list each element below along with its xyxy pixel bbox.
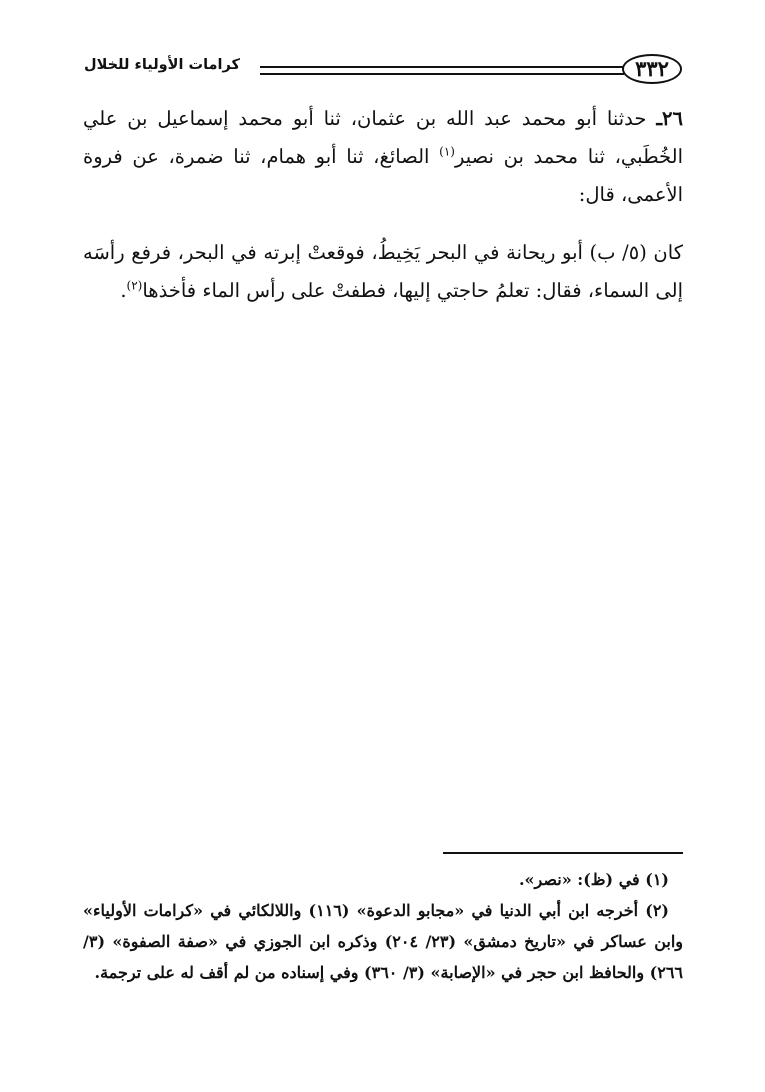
book-title: كرامات الأولياء للخلال	[84, 57, 240, 73]
footnotes	[83, 864, 683, 988]
footnote-2: (٢) أخرجه ابن أبي الدنيا في «مجابو الدعوة» (١١٦) واللالكائي في «كرامات الأولياء» وابن عساكر في «تاريخ دمشق» (٢٣/ ٢٠٤) وذكره ابن الجوزي في «صفة الصفوة» (٣/ ٢٦٦) والحافظ ابن حجر في «الإصابة» (٣/ ٣٦٠) وفي إسناده من لم أقف له على ترجمة.	[83, 901, 683, 982]
footnote-marker-1: (١)	[439, 144, 455, 159]
hadith-paragraph-isnad	[83, 100, 683, 214]
footnote-separator	[443, 852, 683, 854]
isnad-text-part2: الصائغ، ثنا أبو همام، ثنا ضمرة، عن فروة الأعمى، قال:	[83, 145, 683, 206]
hadith-paragraph-matn	[83, 234, 683, 310]
footnote-marker-2: (٢)	[126, 278, 143, 293]
hadith-number: ٢٦ـ	[656, 107, 683, 130]
running-header	[84, 54, 682, 88]
matn-text-part2: .	[120, 279, 127, 302]
matn-text-part1: كان (٥/ ب) أبو ريحانة في البحر يَخِيطُ، فوقعتْ إبرته في البحر، فرفع رأسَه إلى السماء، فقال: تعلمُ حاجتي إليها، فطفتْ على رأس الماء فأخذها	[83, 241, 683, 302]
header-double-rule	[260, 66, 624, 75]
main-text	[83, 100, 683, 310]
page-number: ٣٣٢	[622, 54, 682, 84]
footnote-1: (١) في (ظ): «نصر».	[518, 870, 669, 889]
isnad-text-part1: حدثنا أبو محمد عبد الله بن عثمان، ثنا أبو محمد إسماعيل بن علي الخُطَبي، ثنا محمد بن نصير	[83, 107, 684, 168]
